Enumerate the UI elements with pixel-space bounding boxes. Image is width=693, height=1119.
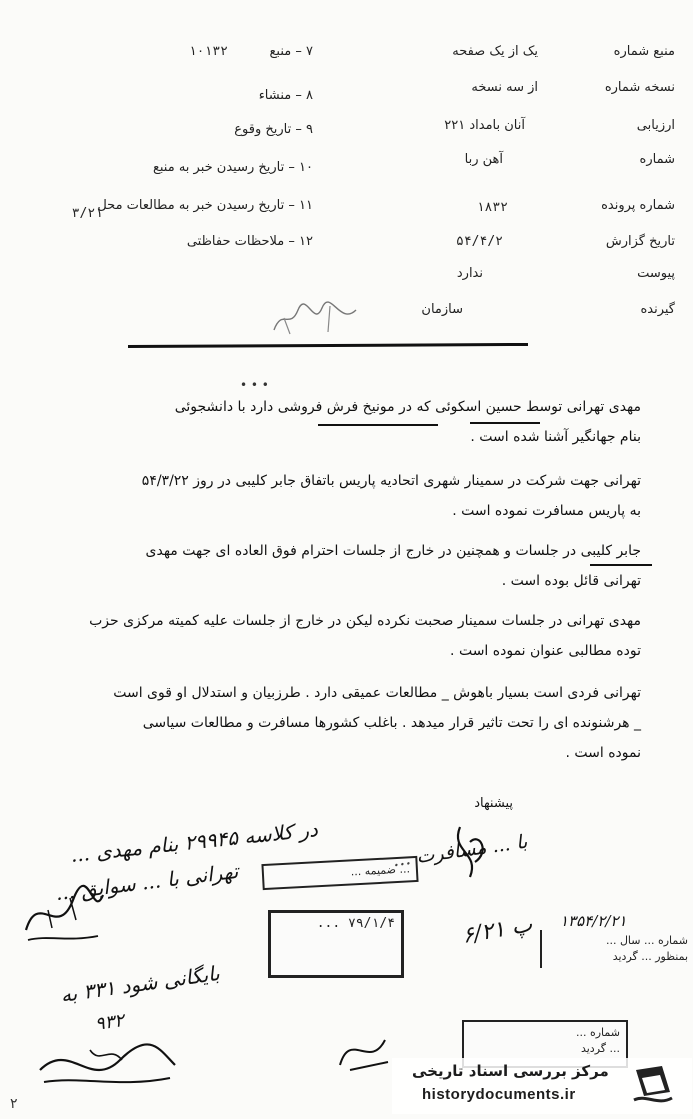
paragraph-4-line-1: مهدی تهرانی در جلسات سمینار صحبت نکرده لیکن در خارج از جلسات علیه کمیته مرکزی حزب <box>89 613 641 629</box>
header-label-number: شماره <box>639 152 675 167</box>
header-divider <box>128 343 528 348</box>
signature-bottom-left <box>30 1030 180 1100</box>
paragraph-2 <box>41 466 641 526</box>
stamp-center <box>261 856 418 890</box>
handwritten-date-right: ۱۳۵۴/۲/۲۱ <box>560 912 627 930</box>
field-10-news-to-source-date: ۱۰ – تاریخ رسیدن خبر به منبع <box>152 160 313 175</box>
field-11-news-to-office-date: ۱۱ – تاریخ رسیدن خبر به مطالعات محل <box>97 198 313 213</box>
stamp-bottom-line-1: شماره ... <box>576 1026 620 1039</box>
paragraph-5 <box>41 678 641 768</box>
header-label-copy-number: نسخه شماره <box>604 80 675 95</box>
stamp-right-line-1: شماره ... سال ... <box>605 934 688 947</box>
handwritten-note-right-sig: پ ۶/۲۱ <box>460 912 535 949</box>
proposal-label: پیشنهاد <box>474 796 513 811</box>
header-label-file-number: شماره پرونده <box>601 198 675 213</box>
header-label-source-number: منبع شماره <box>613 44 675 59</box>
header-label-attachment: پیوست <box>637 266 675 281</box>
signature-center <box>440 822 500 882</box>
stamp-right-line-2: بمنظور ... گردید <box>612 950 688 963</box>
page-mark: ۲ <box>10 1096 18 1112</box>
underline-name-2 <box>318 424 438 426</box>
field-7-source-value: ۱۰۱۳۲ <box>188 44 228 59</box>
paragraph-3-line-1: جابر کلیبی در جلسات و همچنین در خارج از جلسات احترام فوق العاده ای جهت مهدی <box>145 543 641 559</box>
paragraph-4 <box>41 606 641 666</box>
paragraph-5-line-1: تهرانی فردی است بسیار باهوش _ مطالعات عمیقی دارد . طرزبیان و استدلال او قوی است <box>113 685 641 701</box>
paragraph-1 <box>41 392 641 452</box>
header-value-attachment: ندارد <box>456 266 483 281</box>
paragraph-2-line-1: تهرانی جهت شرکت در سمینار شهری اتحادیه پاریس باتفاق جابر کلیبی در روز ۵۴/۳/۲۲ <box>141 473 641 489</box>
paragraph-3 <box>41 536 641 596</box>
stamp-center-lower-line-1: ۷۹/۱/۴ ... <box>316 916 395 931</box>
marker-dots: • • • <box>240 378 269 392</box>
header-label-report-date: تاریخ گزارش <box>605 234 675 249</box>
stamp-center-line-1: ... ضمیمه ... <box>350 862 411 879</box>
handwritten-note-bottom-left-2: ۹۳۲ <box>93 1010 126 1035</box>
handwritten-note-bottom-left-1: بایگانی شود ۳۳۱ به <box>59 960 222 1008</box>
header-value-evaluation: آنان بامداد ۲۲۱ <box>444 118 525 133</box>
underline-name-3 <box>590 564 652 566</box>
header-scribble <box>270 300 360 336</box>
watermark-persian-text: مرکز بررسی اسناد تاریخی <box>412 1062 609 1080</box>
handwritten-note-center: با ... مسافرت ... <box>391 830 529 872</box>
stamp-bottom-line-2: ... گردید <box>580 1042 620 1055</box>
signature-left <box>18 880 108 950</box>
field-11-value: ۳/۲۱ <box>71 206 103 221</box>
stamp-center-lower <box>268 910 404 978</box>
header-value-file-number: ۱۸۳۲ <box>476 200 508 215</box>
paragraph-1-line-2: بنام جهانگیر آشنا شده است . <box>470 429 641 445</box>
header-value-copy-number: از سه نسخه <box>471 80 538 95</box>
stamp-center-lower-line-2 <box>277 932 395 948</box>
watermark-logo-icon <box>630 1062 676 1108</box>
paragraph-3-line-2: تهرانی قائل بوده است . <box>501 573 641 589</box>
watermark <box>392 1058 692 1114</box>
paragraph-2-line-2: به پاریس مسافرت نموده است . <box>452 503 641 519</box>
header-label-evaluation: ارزیابی <box>636 118 675 133</box>
paragraph-1-line-1: مهدی تهرانی توسط حسین اسکوئی که در مونیخ فرش فروشی دارد با دانشجوئی <box>174 399 641 415</box>
header-value-report-date: ۵۴/۴/۲ <box>456 234 503 249</box>
paragraph-5-line-3: نموده است . <box>565 745 641 761</box>
paragraph-4-line-2: توده مطالبی عنوان نموده است . <box>450 643 641 659</box>
header-value-source-number: یک از یک صفحه <box>452 44 538 59</box>
signature-bottom-center <box>330 1020 400 1080</box>
watermark-english-text: historydocuments.ir <box>422 1086 576 1103</box>
underline-name-1 <box>470 422 540 424</box>
handwritten-note-top-left-1: در کلاسه ۲۹۹۴۵ بنام مهدی ... <box>69 817 319 867</box>
header-label-recipient: گیرنده <box>640 302 675 317</box>
header-value-recipient: سازمان <box>421 302 463 317</box>
stamp-right <box>540 930 693 968</box>
paragraph-5-line-2: _ هرشنونده ای را تحت تاثیر قرار میدهد . باغلب کشورها مسافرت و مطالعات سیاسی <box>142 715 641 731</box>
handwritten-note-top-left-2: تهرانی با ... سوابق ... <box>54 858 240 906</box>
header-value-number: آهن ربا <box>464 152 503 167</box>
field-8-origin: ۸ – منشاء <box>258 88 313 103</box>
field-9-event-date: ۹ – تاریخ وقوع <box>234 122 313 137</box>
field-7-source: ۷ – منبع <box>269 44 313 59</box>
field-12-security-notes: ۱۲ – ملاحظات حفاظتی <box>186 234 313 249</box>
